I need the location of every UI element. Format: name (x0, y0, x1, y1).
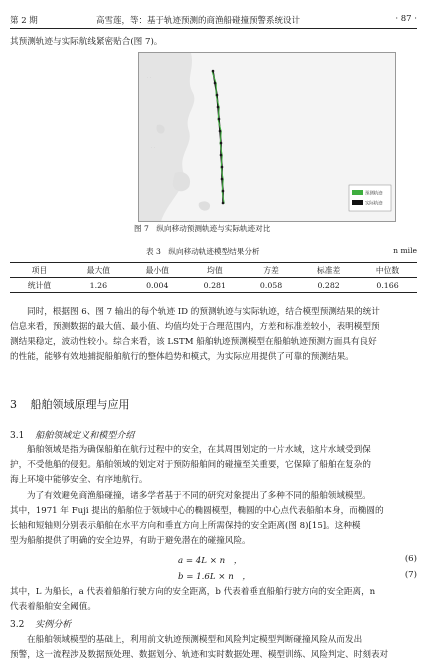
table-header-cell: 最小值 (128, 263, 187, 278)
equation-7: b = 1.6L × n ， (178, 572, 251, 582)
table-cell: 0.282 (299, 278, 358, 293)
table-header-cell: 项目 (10, 263, 69, 278)
legend-box (349, 185, 391, 211)
text-line: 长轴和短轴则分别表示船舶在水平方向和垂直方向上所需保持的安全距离(图 8)[15]。这种模 (10, 521, 361, 531)
subsection-3-2-heading (10, 617, 71, 630)
table-cell: 1.26 (69, 278, 128, 293)
subsection-number: 3.1 (10, 431, 25, 441)
intro-text: 其预测轨迹与实际航线紧密贴合(图 7)。 (10, 37, 163, 47)
section-title: 船舶领域原理与应用 (30, 398, 130, 411)
legend-label-actual: 实际轨迹 (365, 201, 383, 207)
map-canvas (139, 53, 395, 221)
map-place-mark: · · (151, 146, 156, 151)
table-3-unit: n mile (393, 246, 417, 255)
text-line: 测结果稳定，波动性较小。综合来看，该 LSTM 船舶轨迹预测模型在船舶轨迹预测方面具有良好 (10, 337, 377, 347)
track-point (222, 190, 225, 193)
table-cell: 0.058 (243, 278, 299, 293)
paragraph-definition (10, 443, 417, 488)
section-3-heading (10, 396, 130, 412)
text-line: 护，不受他船的侵犯。船舶领域的划定对于预防船舶间的碰撞至关重要，它保障了船舶在复杂的 (10, 460, 371, 470)
track-point (221, 166, 224, 169)
table-3 (10, 262, 417, 293)
text-line: 在船舶领域模型的基础上，利用前文轨迹预测模型和风险判定模型判断碰撞风险从而发出 (27, 635, 363, 645)
text-line: 船舶领域是指为确保船舶在航行过程中的安全，在其周围划定的一片水域，这片水域受到保 (27, 445, 371, 455)
legend-label-predicted: 预测轨迹 (365, 191, 383, 197)
paragraph-variables (10, 585, 417, 615)
track-point (218, 118, 221, 121)
equation-7-number: (7) (404, 570, 417, 580)
table-cell: 0.004 (128, 278, 187, 293)
text-line: 型为船舶提供了明确的安全边界，有助于避免潜在的碰撞风险。 (10, 536, 251, 546)
table-row (10, 278, 417, 293)
subsection-title: 船舶领域定义和模型介绍 (35, 431, 135, 441)
legend-swatch-predicted (352, 190, 363, 195)
issue-number: 第 2 期 (10, 16, 38, 26)
text-line: 其中，1971 年 Fuji 提出的船舶位于领域中心的椭圆模型，椭圆的中心点代表船舶本身，而椭圆的 (10, 506, 384, 516)
table-header-cell: 标准差 (299, 263, 358, 278)
legend-swatch-actual (352, 200, 363, 205)
intro-line (10, 35, 417, 50)
table-header-cell: 最大值 (69, 263, 128, 278)
header-rule (10, 28, 417, 29)
map-place-mark: · · (147, 76, 152, 81)
text-line: 的性能，能够有效地捕捉船舶航行的整体趋势和模式，为实际应用提供了可靠的预测结果。 (10, 352, 354, 362)
table-header-cell: 均值 (187, 263, 243, 278)
section-number: 3 (10, 398, 17, 411)
equation-6-number: (6) (404, 554, 417, 564)
paragraph-example (10, 633, 417, 663)
text-line: 信息来看，预测数据的最大值、最小值、均值均处于合理范围内，方差和标准差较小，表明模型预 (10, 322, 380, 332)
track-point (220, 154, 223, 157)
track-point (221, 178, 224, 181)
subsection-title: 实例分析 (35, 620, 72, 630)
table-header-row (10, 263, 417, 278)
track-point (214, 82, 217, 85)
track-point (220, 142, 223, 145)
text-line: 同时，根据图 6、图 7 输出的每个轨迹 ID 的预测轨迹与实际轨迹，结合模型预测结果的统计 (27, 307, 380, 317)
text-line: 代表着船舶安全阈值。 (10, 602, 96, 612)
track-point (216, 94, 219, 97)
equation-6: a = 4L × n ， (178, 556, 243, 566)
table-header-cell: 方差 (243, 263, 299, 278)
text-line: 为了有效避免商渔船碰撞，诸多学者基于不同的研究对象提出了多种不同的船舶领域模型。 (27, 491, 371, 501)
figure-7-caption: 图 7 纵向移动预测轨迹与实际轨迹对比 (134, 224, 271, 233)
track-point (212, 70, 215, 73)
running-title: 高雪莲，等：基于轨迹预测的商渔船碰撞预警系统设计 (96, 16, 301, 26)
paragraph-results (10, 305, 417, 365)
table-cell: 0.166 (358, 278, 417, 293)
table-3-caption: 表 3 纵向移动轨迹模型结果分析 (146, 247, 260, 256)
track-point (217, 106, 220, 109)
subsection-3-1-heading (10, 428, 134, 441)
text-line: 预警，这一流程涉及数据预处理、数据划分、轨迹和实时数据处理、模型训练、风险判定、时刻表对 (10, 650, 389, 660)
page-number: · 87 · (395, 14, 417, 24)
track-point (219, 130, 222, 133)
figure-legend (349, 185, 391, 211)
text-line: 其中，L 为船长，a 代表着船舶行驶方向的安全距离，b 代表着垂直船舶行驶方向的安全距离，n (10, 587, 376, 597)
table-header-cell: 中位数 (358, 263, 417, 278)
table-cell: 统计值 (10, 278, 69, 293)
track-point (222, 202, 225, 205)
text-line: 海上环境中能够安全、有序地航行。 (10, 475, 148, 485)
subsection-number: 3.2 (10, 620, 25, 630)
figure-7-map (138, 52, 396, 222)
table-cell: 0.281 (187, 278, 243, 293)
paragraph-models (10, 489, 417, 549)
